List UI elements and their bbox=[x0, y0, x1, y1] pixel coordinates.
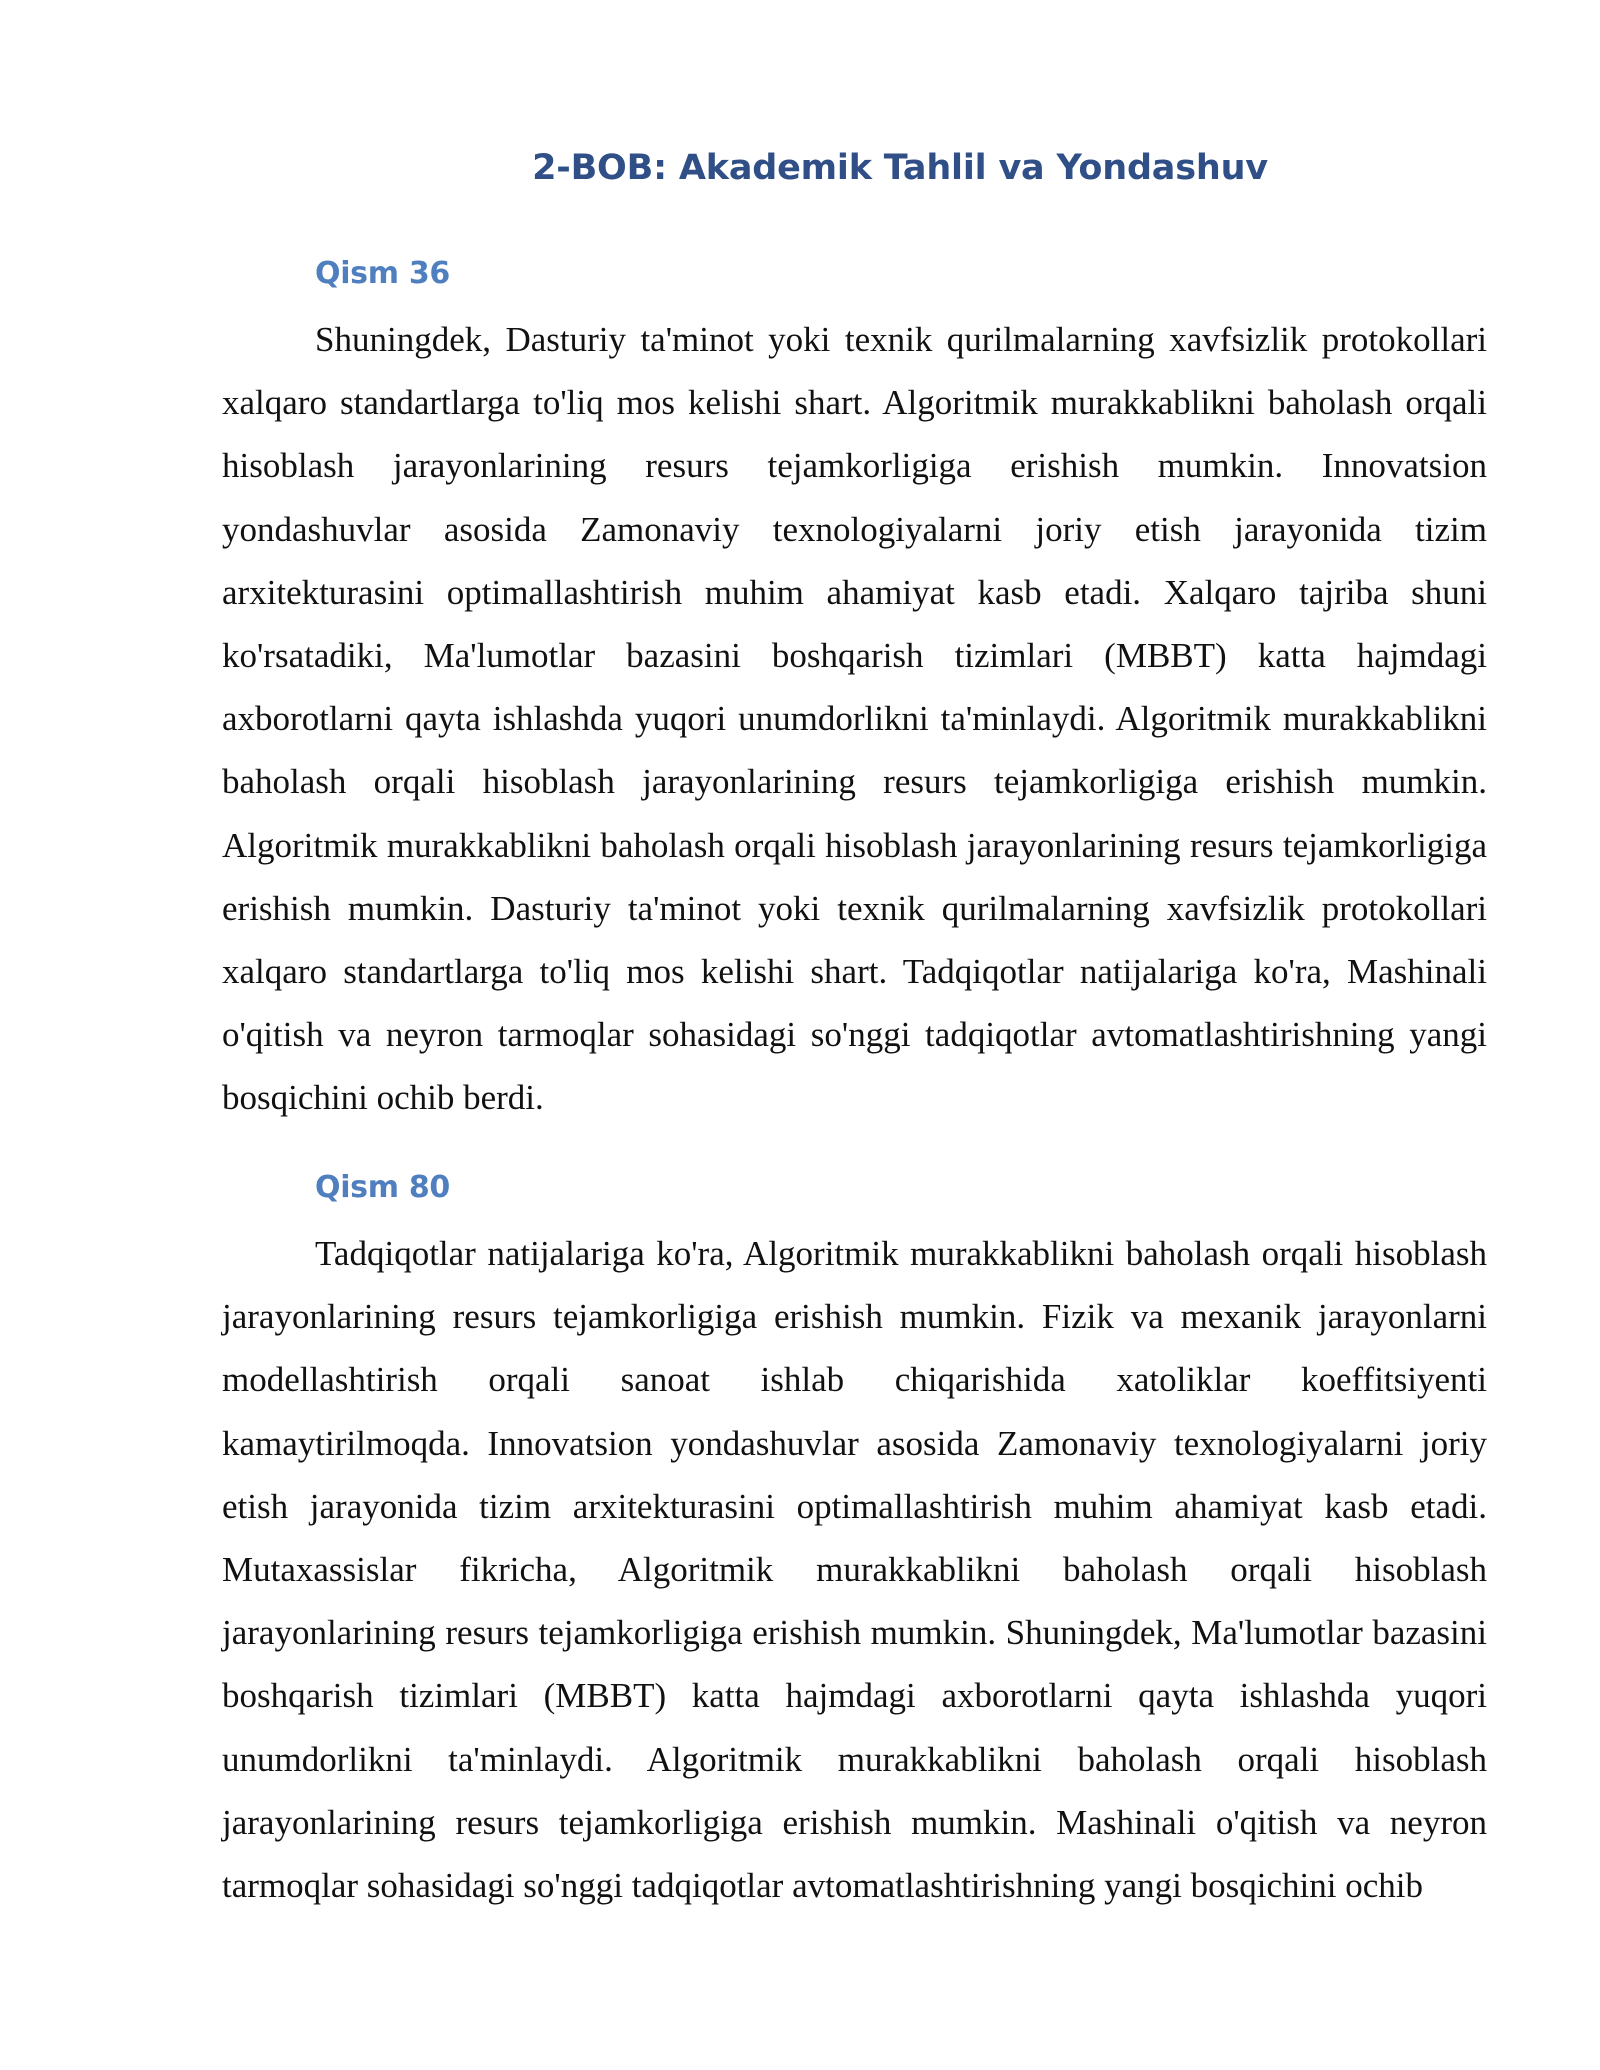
section-heading: Qism 36 bbox=[315, 256, 450, 291]
chapter-title: 2-BOB: Akademik Tahlil va Yondashuv bbox=[532, 148, 1268, 188]
section-paragraph: Tadqiqotlar natijalariga ko'ra, Algoritmik murakkablikni baholash orqali hisoblash jarayonlarining resurs tejamkorligiga erishish mumkin. Fizik va mexanik jarayonlarni modellashtirish orqali sanoat ishlab chiqarishida xatoliklar koeffitsiyenti kamaytirilmoqda. Innovatsion yondashuvlar asosida Zamonaviy texnologiyalarni joriy etish jarayonida tizim arxitekturasini optimallashtirish muhim ahamiyat kasb etadi. Mutaxassislar fikricha, Algoritmik murakkablikni baholash orqali hisoblash jarayonlarining resurs tejamkorligiga erishish mumkin. Shuningdek, Ma'lumotlar bazasini boshqarish tizimlari (MBBT) katta hajmdagi axborotlarni qayta ishlashda yuqori unumdorlikni ta'minlaydi. Algoritmik murakkablikni baholash orqali hisoblash jarayonlarining resurs tejamkorligiga erishish mumkin. Mashinali o'qitish va neyron tarmoqlar sohasidagi so'nggi tadqiqotlar avtomatlashtirishning yangi bosqichini ochib bbox=[222, 1234, 1487, 1906]
section-qism-80 bbox=[222, 1168, 1487, 1917]
section-heading: Qism 80 bbox=[315, 1170, 450, 1205]
section-paragraph: Shuningdek, Dasturiy ta'minot yoki texnik qurilmalarning xavfsizlik protokollari xalqaro standartlarga to'liq mos kelishi shart. Algoritmik murakkablikni baholash orqali hisoblash jarayonlarining resurs tejamkorligiga erishish mumkin. Innovatsion yondashuvlar asosida Zamonaviy texnologiyalarni joriy etish jarayonida tizim arxitekturasini optimallashtirish muhim ahamiyat kasb etadi. Xalqaro tajriba shuni ko'rsatadiki, Ma'lumotlar bazasini boshqarish tizimlari (MBBT) katta hajmdagi axborotlarni qayta ishlashda yuqori unumdorlikni ta'minlaydi. Algoritmik murakkablikni baholash orqali hisoblash jarayonlarining resurs tejamkorligiga erishish mumkin. Algoritmik murakkablikni baholash orqali hisoblash jarayonlarining resurs tejamkorligiga erishish mumkin. Dasturiy ta'minot yoki texnik qurilmalarning xavfsizlik protokollari xalqaro standartlarga to'liq mos kelishi shart. Tadqiqotlar natijalariga ko'ra, Mashinali o'qitish va neyron tarmoqlar sohasidagi so'nggi tadqiqotlar avtomatlashtirishning yangi bosqichini ochib berdi. bbox=[222, 320, 1487, 1118]
section-qism-36 bbox=[222, 254, 1487, 1130]
